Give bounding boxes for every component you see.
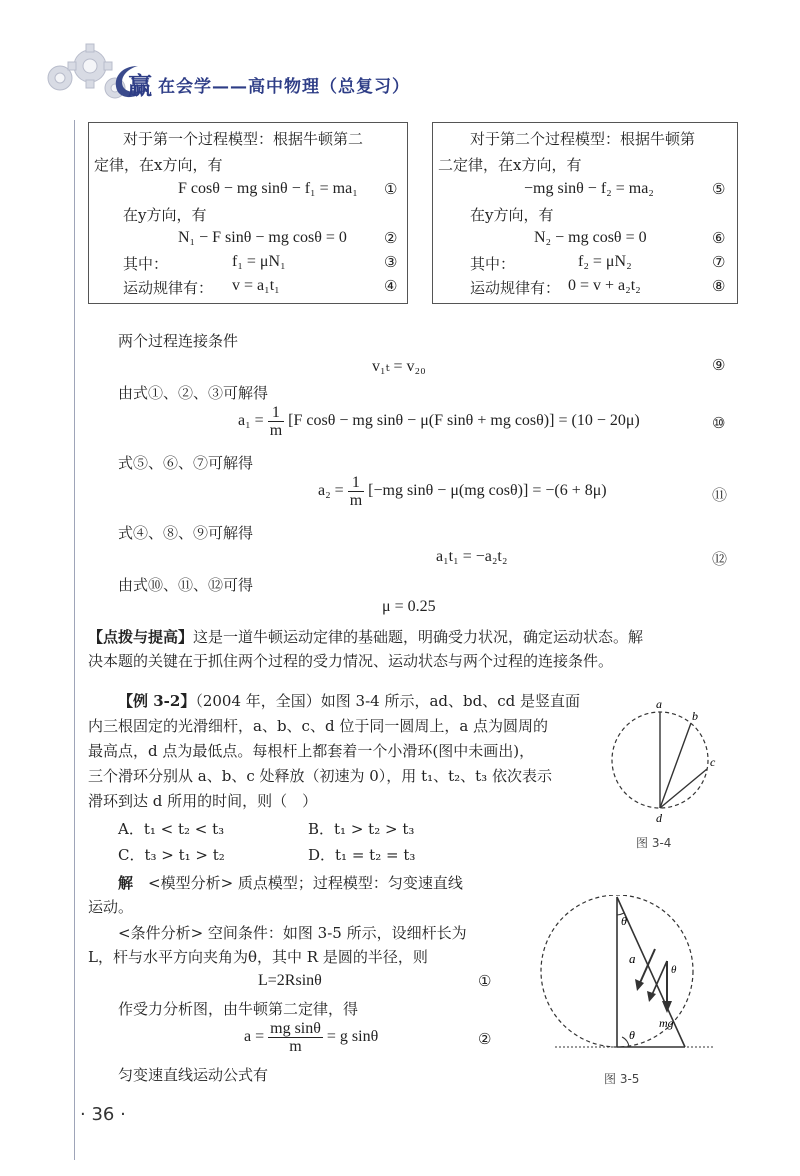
box2-eq3: f₂ = μN₂ (578, 253, 632, 270)
box2-eq2: N₂ − mg cosθ = 0 (534, 229, 647, 246)
box2-line3: 在y方向，有 (470, 206, 554, 224)
fig2-bottom-angle-arc (622, 1037, 629, 1047)
example-line-3: 最高点，d 点为最低点。每根杆上都套着一个小滑环(图中未画出)， (88, 742, 535, 760)
eq13: μ = 0.25 (382, 598, 436, 615)
fig2-gravity-arrowhead (662, 1001, 672, 1013)
figure-3-4 (600, 694, 730, 824)
figure-3-5-caption: 图 3-5 (604, 1072, 640, 1086)
eq11-fraction (348, 474, 364, 509)
option-a: A．t₁ < t₂ < t₃ (118, 820, 225, 838)
fig2-theta-force: θ (671, 964, 677, 976)
box2-line5: 运动规律有： (470, 279, 561, 297)
fig1-label-b: b (692, 709, 698, 723)
tip-label: 【点拨与提高】 (88, 628, 194, 646)
eq12-number: ⑫ (712, 550, 728, 568)
eq11-lhs: a₂ = (318, 482, 344, 500)
eq10-denominator: m (269, 422, 283, 439)
solve-text-1: 由式①、②、③可解得 (118, 384, 269, 402)
eq10-numerator: 1 (271, 404, 280, 421)
solution-eq2-denominator: m (268, 1037, 323, 1055)
fig2-label-a: a (629, 951, 636, 966)
eq10-rhs: [F cosθ − mg sinθ − μ(F sinθ + mg cosθ)] = (10 − 20μ) (288, 412, 640, 430)
solution-eq2 (244, 1020, 378, 1055)
solution-eq1-number: ① (478, 972, 492, 990)
fig1-label-d: d (656, 811, 662, 824)
eq12: a₁t₁ = −a₂t₂ (436, 548, 508, 565)
solution-text-1: <模型分析> 质点模型；过程模型：匀变速直线 (148, 874, 463, 892)
option-d: D．t₁ = t₂ = t₃ (308, 846, 416, 864)
solution-eq2-lhs: a = (244, 1028, 265, 1046)
eq10 (238, 404, 640, 439)
solution-label: 解 (118, 874, 134, 892)
solution-eq2-number: ② (478, 1030, 492, 1048)
eq11-rhs: [−mg sinθ − μ(mg cosθ)] = −(6 + 8μ) (368, 482, 607, 500)
box1-eq4: v = a₁t₁ (232, 277, 280, 294)
solution-line-5: 作受力分析图，由牛顿第二定律，得 (118, 1000, 359, 1018)
box2-eq4-number: ⑧ (712, 277, 726, 295)
box1-eq2: N₁ − F sinθ − mg cosθ = 0 (178, 229, 347, 246)
example-line-4: 三个滑环分别从 a、b、c 处释放（初速为 0），用 t₁、t₂、t₃ 依次表示 (88, 767, 552, 785)
box2-eq3-number: ⑦ (712, 253, 726, 271)
box1-eq4-number: ④ (384, 277, 398, 295)
example-line-1 (118, 690, 580, 712)
box1-line3: 在y方向，有 (123, 206, 207, 224)
tip-line-2: 决本题的关键在于抓住两个过程的受力情况、运动状态与两个过程的连接条件。 (88, 652, 614, 670)
box2-line4: 其中： (470, 255, 516, 273)
solution-line-6: 匀变速直线运动公式有 (118, 1066, 269, 1084)
box1-eq3: f₁ = μN₁ (232, 253, 286, 270)
tip-text-1: 这是一道牛顿运动定律的基础题，明确受力状况，确定运动状态。解 (193, 628, 644, 646)
box2-eq4: 0 = v + a₂t₂ (568, 277, 641, 294)
eq9-number: ⑨ (712, 356, 726, 374)
left-margin-line (74, 120, 75, 1160)
fig2-accel-arrowhead (635, 979, 644, 991)
fig2-theta-bottom: θ (629, 1028, 635, 1042)
connection-condition-text: 两个过程连接条件 (118, 332, 239, 350)
box1-eq3-number: ③ (384, 253, 398, 271)
example-line-2: 内三根固定的光滑细杆，a、b、c、d 位于同一圆周上，a 点为圆周的 (88, 717, 549, 735)
tip-line-1 (88, 626, 643, 648)
fig1-label-c: c (710, 755, 716, 769)
eq11-number: ⑪ (712, 486, 728, 504)
solution-line-1 (118, 872, 463, 894)
page-number: · 36 · (80, 1104, 126, 1125)
eq10-number: ⑩ (712, 414, 726, 432)
box1-eq1-number: ① (384, 180, 398, 198)
solution-line-4: L，杆与水平方向夹角为θ，其中 R 是圆的半径，则 (88, 948, 428, 966)
solution-eq2-fraction (268, 1020, 323, 1055)
figure-3-4-caption: 图 3-4 (636, 836, 672, 850)
header-title: 在会学——高中物理（总复习） (158, 77, 410, 97)
figure-3-5 (525, 895, 725, 1055)
box2-eq1-number: ⑤ (712, 180, 726, 198)
solution-eq1: L=2Rsinθ (258, 972, 322, 989)
example-line-5: 滑环到达 d 所用的时间，则（ ） (88, 792, 318, 810)
fig2-accel-arrow (639, 949, 655, 985)
box2-eq1: −mg sinθ − f₂ = ma₂ (524, 180, 654, 197)
eq11 (318, 474, 607, 509)
solve-text-3: 式④、⑧、⑨可解得 (118, 524, 254, 542)
eq10-fraction (268, 404, 284, 439)
solution-eq2-rhs: = g sinθ (326, 1028, 379, 1046)
box1-line2: 定律，在x方向，有 (94, 156, 223, 174)
eq9: v₁ₜ = v₂₀ (372, 358, 426, 375)
solve-text-4: 由式⑩、⑪、⑫可得 (118, 576, 254, 594)
box1-line4: 其中： (123, 255, 169, 273)
solution-eq2-numerator: mg sinθ (270, 1020, 321, 1037)
fig2-component-arrowhead (647, 991, 656, 1002)
example-label: 【例 3-2】 (118, 692, 196, 710)
fig1-label-a: a (656, 697, 662, 711)
box1-line5: 运动规律有： (123, 279, 214, 297)
box1-line1: 对于第一个过程模型：根据牛顿第二 (123, 130, 364, 148)
fig2-theta-top: θ (621, 914, 627, 928)
box2-line2: 二定律，在x方向，有 (438, 156, 582, 174)
fig2-label-mg: mg (659, 1016, 674, 1030)
box2-eq2-number: ⑥ (712, 229, 726, 247)
box1-eq2-number: ② (384, 229, 398, 247)
box2-line1: 对于第二个过程模型：根据牛顿第 (470, 130, 696, 148)
eq11-numerator: 1 (351, 474, 360, 491)
box1-eq1: F cosθ − mg sinθ − f₁ = ma₁ (178, 180, 358, 197)
example-text-1: （2004 年，全国）如图 3-4 所示，ad、bd、cd 是竖直面 (195, 692, 580, 710)
option-c: C．t₃ > t₁ > t₂ (118, 846, 225, 864)
eq11-denominator: m (349, 492, 363, 509)
eq10-lhs: a₁ = (238, 412, 264, 430)
solution-line-3: <条件分析> 空间条件：如图 3-5 所示，设细杆长为 (118, 924, 467, 942)
header-brand-char: 赢 (128, 72, 152, 100)
solve-text-2: 式⑤、⑥、⑦可解得 (118, 454, 254, 472)
option-b: B．t₁ > t₂ > t₃ (308, 820, 415, 838)
solution-line-2: 运动。 (88, 898, 134, 916)
